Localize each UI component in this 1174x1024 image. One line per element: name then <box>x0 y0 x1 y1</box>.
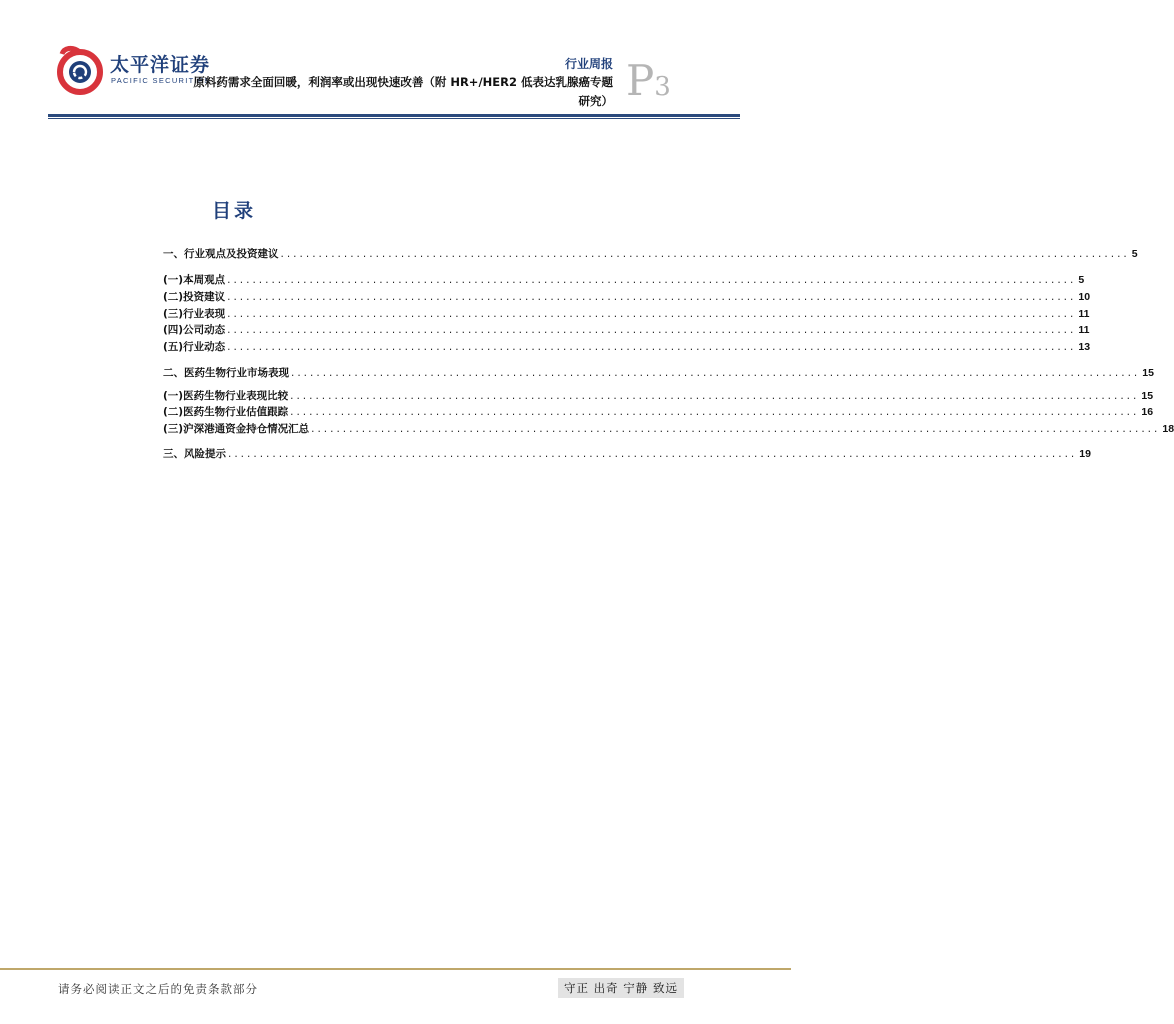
toc-entry-number: 三、 <box>163 448 184 460</box>
toc-entry-page: 16 <box>1141 406 1154 418</box>
toc-dot-leader: ...................................................................................................................................... <box>311 423 1161 435</box>
toc-dot-leader: ...................................................................................................................................... <box>227 291 1077 303</box>
toc-entry-label: 医药生物行业表现比较 <box>183 390 289 402</box>
toc-dot-leader: ...................................................................................................................................... <box>280 248 1130 260</box>
toc-entry-number: (一) <box>163 274 184 286</box>
logo-english-name: PACIFIC SECURITIES <box>111 76 211 85</box>
page-number-value: 3 <box>654 72 671 102</box>
toc-entry-label: 行业动态 <box>183 341 226 353</box>
toc-entry[interactable] <box>163 272 1085 288</box>
toc-entry[interactable] <box>163 404 1154 420</box>
toc-entry-label: 行业观点及投资建议 <box>184 248 279 260</box>
toc-entry-number: (五) <box>163 341 184 353</box>
company-slogan: 守正 出奇 宁静 致远 <box>558 978 684 998</box>
toc-entry-number: (二) <box>163 291 184 303</box>
toc-dot-leader: ...................................................................................................................................... <box>290 390 1140 402</box>
toc-entry[interactable] <box>163 388 1154 404</box>
pacific-securities-logo-icon <box>54 44 106 96</box>
page-number-prefix: P <box>626 56 655 105</box>
toc-dot-leader: ...................................................................................................................................... <box>227 274 1077 286</box>
footer-divider <box>0 968 791 970</box>
toc-entry-number: 一、 <box>163 248 184 260</box>
toc-entry-page: 10 <box>1078 291 1091 303</box>
toc-dot-leader: ...................................................................................................................................... <box>227 324 1077 336</box>
toc-dot-leader: ...................................................................................................................................... <box>227 341 1077 353</box>
toc-entry-page: 15 <box>1142 367 1154 379</box>
toc-entry-page: 19 <box>1079 448 1091 460</box>
toc-dot-leader: ...................................................................................................................................... <box>227 308 1077 320</box>
toc-entry-label: 行业表现 <box>183 308 226 320</box>
toc-entry[interactable] <box>163 446 1091 462</box>
toc-entry-page: 11 <box>1078 308 1090 320</box>
toc-entry[interactable] <box>163 421 1174 437</box>
toc-entry[interactable] <box>163 339 1091 355</box>
toc-entry-number: (三) <box>163 423 184 435</box>
toc-heading: 目录 <box>212 200 257 222</box>
toc-entry-label: 医药生物行业估值跟踪 <box>183 406 289 418</box>
toc-entry[interactable] <box>163 322 1090 338</box>
report-type: 行业周报 <box>564 57 613 71</box>
toc-entry[interactable] <box>163 306 1090 322</box>
toc-entry-page: 5 <box>1078 274 1085 286</box>
toc-entry-number: (二) <box>163 406 184 418</box>
toc-entry-number: (四) <box>163 324 184 336</box>
toc-entry-label: 沪深港通资金持仓情况汇总 <box>183 423 310 435</box>
page-number <box>626 56 671 105</box>
toc-entry[interactable] <box>163 246 1138 262</box>
toc-dot-leader: ...................................................................................................................................... <box>291 367 1141 379</box>
toc-entry-page: 11 <box>1078 324 1090 336</box>
toc-entry-label: 公司动态 <box>183 324 226 336</box>
toc-entry-page: 13 <box>1078 341 1091 353</box>
report-title: 原料药需求全面回暖，利润率或出现快速改善（附 HR+/HER2 低表达乳腺癌专题研究） <box>193 75 613 108</box>
header-divider <box>48 114 740 117</box>
toc-dot-leader: ...................................................................................................................................... <box>228 448 1078 460</box>
toc-entry-page: 15 <box>1141 390 1154 402</box>
header-divider-thin <box>48 118 740 119</box>
toc-entry[interactable] <box>163 365 1154 381</box>
toc-entry[interactable] <box>163 289 1091 305</box>
toc-entry-label: 投资建议 <box>183 291 226 303</box>
toc-entry-page: 18 <box>1162 423 1174 435</box>
company-logo <box>54 44 214 96</box>
toc-entry-label: 本周观点 <box>183 274 226 286</box>
logo-chinese-name: 太平洋证券 <box>110 54 211 76</box>
toc-entry-label: 医药生物行业市场表现 <box>184 367 289 379</box>
toc-entry-page: 5 <box>1131 248 1138 260</box>
toc-entry-number: (一) <box>163 390 184 402</box>
toc-entry-number: 二、 <box>163 367 184 379</box>
toc-entry-label: 风险提示 <box>184 448 226 460</box>
toc-entry-number: (三) <box>163 308 184 320</box>
toc-dot-leader: ...................................................................................................................................... <box>290 406 1140 418</box>
disclaimer-note: 请务必阅读正文之后的免责条款部分 <box>58 982 258 996</box>
